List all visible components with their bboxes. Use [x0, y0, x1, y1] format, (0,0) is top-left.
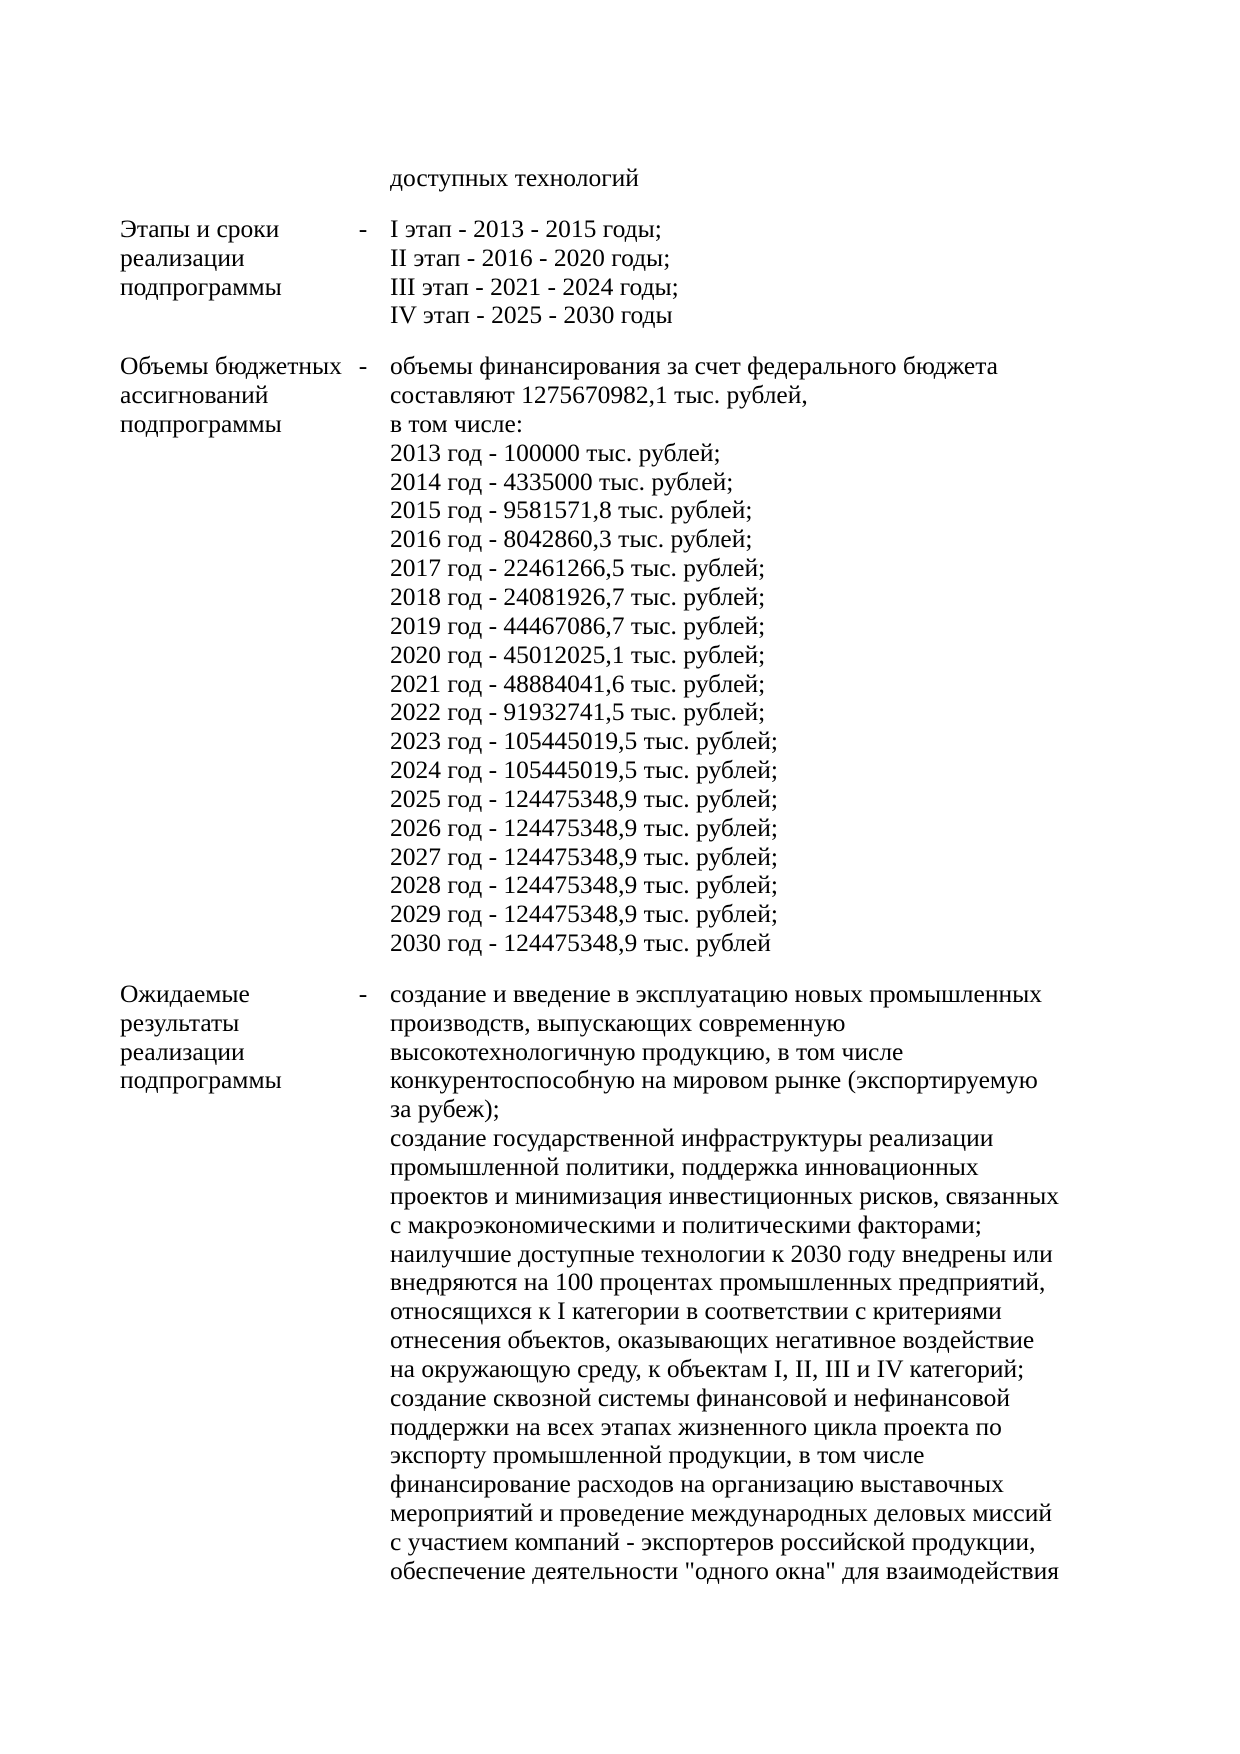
label-line: Ожидаемые [120, 978, 250, 1008]
value-line: 2023 год - 105445019,5 тыс. рублей; [390, 726, 778, 756]
value-line: высокотехнологичную продукцию, в том числе [390, 1036, 904, 1066]
separator-dash: - [358, 213, 368, 243]
value-line: финансирование расходов на организацию выставочных [390, 1469, 1004, 1499]
value-line: 2017 год - 22461266,5 тыс. рублей; [390, 553, 766, 583]
value-line: 2022 год - 91932741,5 тыс. рублей; [390, 697, 766, 727]
value-line: 2013 год - 100000 тыс. рублей; [390, 437, 721, 467]
value-line: 2025 год - 124475348,9 тыс. рублей; [390, 783, 778, 813]
value-line: создание и введение в эксплуатацию новых промышленных [390, 978, 1043, 1008]
value-line: 2029 год - 124475348,9 тыс. рублей; [390, 899, 778, 929]
value-line: промышленной политики, поддержка инновационных [390, 1152, 979, 1181]
separator-dash: - [358, 978, 368, 1008]
value-line: 2021 год - 48884041,6 тыс. рублей; [390, 668, 766, 698]
value-line: 2015 год - 9581571,8 тыс. рублей; [390, 495, 753, 525]
value-line: составляют 1275670982,1 тыс. рублей, [390, 380, 808, 410]
value-line: 2018 год - 24081926,7 тыс. рублей; [390, 581, 766, 611]
value-line: I этап - 2013 - 2015 годы; [390, 213, 662, 243]
value-line: 2019 год - 44467086,7 тыс. рублей; [390, 610, 766, 640]
value-line: 2026 год - 124475348,9 тыс. рублей; [390, 812, 778, 842]
section-results [0, 980, 1240, 1586]
value-line: производств, выпускающих современную [390, 1007, 846, 1037]
label-line: ассигнований [120, 380, 269, 410]
value-line: на окружающую среду, к объектам I, II, III и IV категорий; [390, 1353, 1025, 1383]
value-line: 2016 год - 8042860,3 тыс. рублей; [390, 524, 753, 554]
value-line: 2014 год - 4335000 тыс. рублей; [390, 466, 734, 496]
label-line: реализации [120, 242, 245, 272]
value-line: 2027 год - 124475348,9 тыс. рублей; [390, 841, 778, 871]
value-line: проектов и минимизация инвестиционных рисков, связанных [390, 1180, 1059, 1210]
section-value [390, 352, 1090, 958]
label-line: Этапы и сроки [120, 213, 280, 243]
label-line: подпрограммы [120, 408, 282, 438]
value-line: 2030 год - 124475348,9 тыс. рублей [390, 928, 771, 958]
section-label [120, 980, 360, 1095]
value-line: относящихся к I категории в соответствии с критериями [390, 1296, 1002, 1326]
value-line: объемы финансирования за счет федерального бюджета [390, 351, 999, 381]
value-line: конкурентоспособную на мировом рынке (экспортируемую [390, 1065, 1038, 1095]
label-line: Объемы бюджетных [120, 351, 342, 381]
value-line: поддержки на всех этапах жизненного цикла проекта по [390, 1411, 1002, 1441]
value-line: создание государственной инфраструктуры реализации [390, 1123, 994, 1153]
section-value [390, 164, 1090, 193]
document-page [0, 164, 1240, 1608]
section-stages [0, 215, 1240, 330]
section-continuation [0, 164, 1240, 193]
value-line: 2028 год - 124475348,9 тыс. рублей; [390, 870, 778, 900]
section-value [390, 215, 1090, 330]
value-line: мероприятий и проведение международных деловых миссий [390, 1498, 1053, 1528]
value-line: 2024 год - 105445019,5 тыс. рублей; [390, 755, 778, 785]
value-line: наилучшие доступные технологии к 2030 году внедрены или [390, 1238, 1053, 1268]
value-line: доступных технологий [390, 163, 639, 192]
section-budget [0, 352, 1240, 958]
value-line: внедряются на 100 процентах промышленных предприятий, [390, 1267, 1046, 1297]
label-line: подпрограммы [120, 271, 282, 301]
value-line: IV этап - 2025 - 2030 годы [390, 300, 673, 330]
label-line: результаты [120, 1007, 240, 1037]
value-line: II этап - 2016 - 2020 годы; [390, 242, 671, 272]
value-line: 2020 год - 45012025,1 тыс. рублей; [390, 639, 766, 669]
section-value [390, 980, 1090, 1586]
value-line: обеспечение деятельности "одного окна" для взаимодействия [390, 1555, 1059, 1585]
value-line: с участием компаний - экспортеров российской продукции, [390, 1526, 1036, 1556]
value-line: создание сквозной системы финансовой и нефинансовой [390, 1382, 1011, 1412]
label-line: подпрограммы [120, 1065, 282, 1095]
value-line: за рубеж); [390, 1094, 500, 1124]
value-line: отнесения объектов, оказывающих негативное воздействие [390, 1325, 1035, 1355]
value-line: с макроэкономическими и политическими факторами; [390, 1209, 982, 1239]
value-line: III этап - 2021 - 2024 годы; [390, 271, 679, 301]
section-label [120, 352, 360, 439]
value-line: в том числе: [390, 408, 523, 438]
label-line: реализации [120, 1036, 245, 1066]
value-line: экспорту промышленной продукции, в том числе [390, 1440, 925, 1470]
separator-dash: - [358, 351, 368, 381]
section-label [120, 215, 360, 302]
separator-dash [355, 164, 371, 193]
